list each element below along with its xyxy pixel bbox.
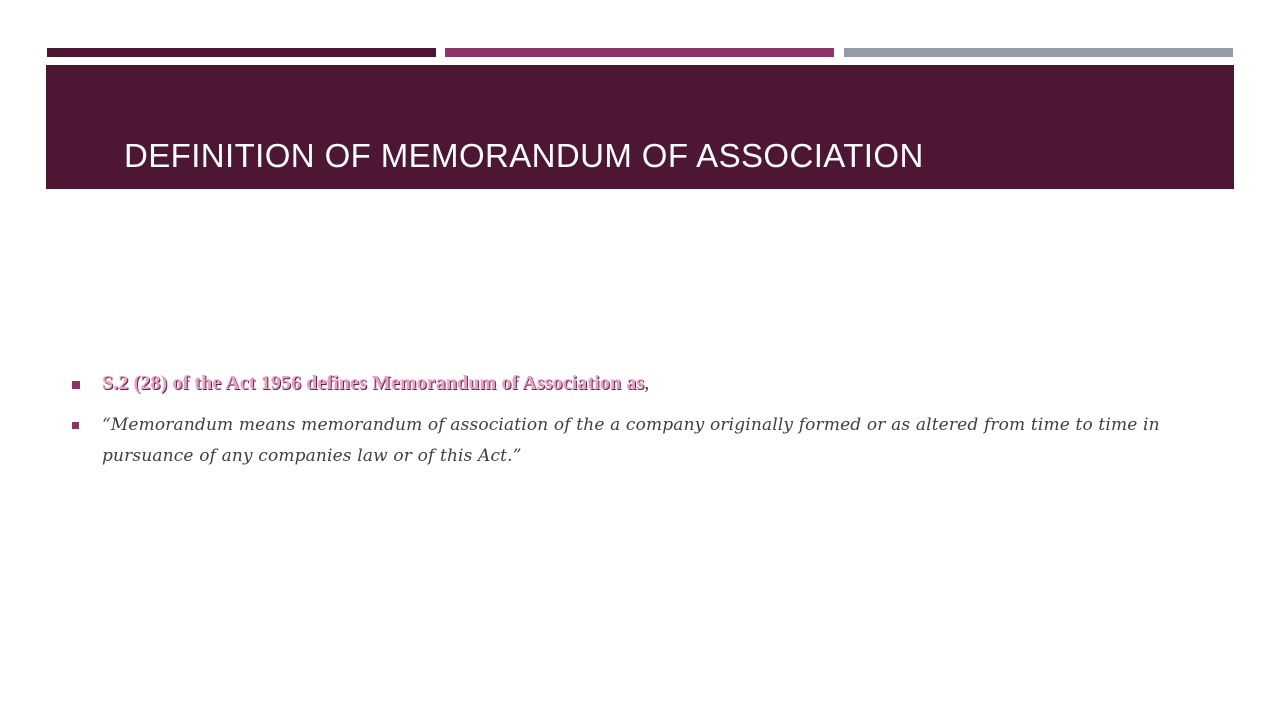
bullet-item-definition-quote [72, 410, 1202, 472]
content-area [72, 372, 1202, 472]
square-bullet-icon [72, 381, 80, 389]
accent-bar-gray [844, 48, 1233, 57]
square-bullet-icon [72, 422, 79, 429]
title-band [46, 65, 1234, 189]
definition-quote-text: “Memorandum means memorandum of association of the a company originally formed or as altered from time to time in pursuance of any companies law or of this Act.” [102, 415, 1160, 466]
bullet-bold-text: S.2 (28) of the Act 1956 defines Memorandum of Association as [102, 372, 645, 394]
bullet-tail-text: , [644, 372, 650, 394]
bullet-item-definition-source [72, 372, 1202, 402]
accent-bar-magenta [445, 48, 834, 57]
accent-bar-dark [47, 48, 436, 57]
slide-title: DEFINITION OF MEMORANDUM OF ASSOCIATION [124, 137, 924, 174]
